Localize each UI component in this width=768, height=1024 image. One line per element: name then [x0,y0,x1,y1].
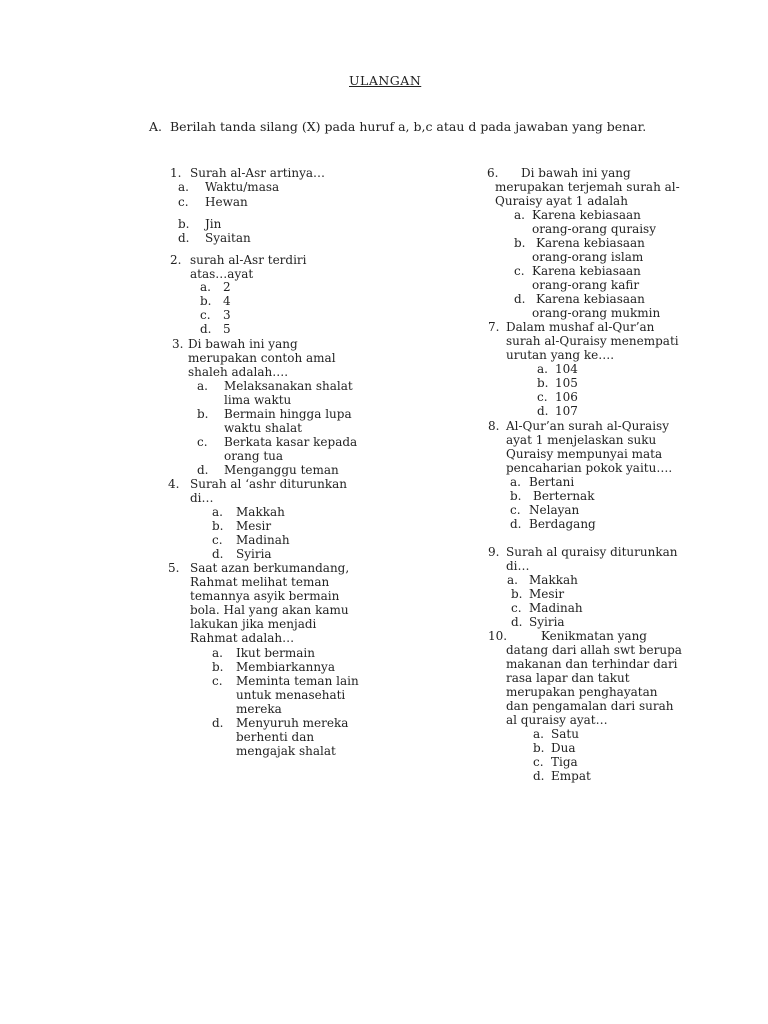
option-text: Makkah [529,573,578,587]
question-number: 9. [488,545,500,559]
option-text: Karena kebiasaan [532,208,641,222]
option-letter: c. [514,264,525,278]
option-letter: b. [533,741,545,755]
question-text: atas…ayat [190,267,254,281]
option-text: Nelayan [529,503,580,517]
question-text: Al-Qur’an surah al-Quraisy [506,419,669,433]
instruction [149,120,646,134]
question-text: Di bawah ini yang [188,337,298,351]
question-number: 4. [168,477,180,491]
question-number: 3. [172,337,184,351]
option-letter: c. [212,533,223,547]
option-text: lima waktu [224,393,292,407]
question-text: temannya asyik bermain [190,589,340,603]
option-letter: d. [537,404,549,418]
question-text: surah al-Quraisy menempati [506,334,679,348]
option-letter: b. [212,519,224,533]
question-text: shaleh adalah…. [188,365,289,379]
option-text: 105 [555,376,578,390]
question-text: Dalam mushaf al-Qur’an [506,320,655,334]
question-number: 7. [488,320,500,334]
option-letter: a. [197,379,208,393]
page-title: ULANGAN [349,73,422,88]
option-text: Madinah [236,533,290,547]
question-number: 1. [170,166,182,180]
question-text: surah al-Asr terdiri [190,253,307,267]
option-text: Tiga [551,755,578,769]
option-letter: d. [510,517,522,531]
question-text: Surah al-Asr artinya… [190,166,326,180]
question-text: di… [190,491,214,505]
option-letter: b. [178,217,190,231]
question-text: Rahmat adalah… [190,631,295,645]
question-text: rasa lapar dan takut [506,671,630,685]
option-text: Syaitan [205,231,251,245]
option-text: Membiarkannya [236,660,335,674]
option-text: Bertani [529,475,575,489]
option-text: Dua [551,741,576,755]
option-text: Bermain hingga lupa [224,407,352,421]
option-text: orang-orang mukmin [532,306,661,320]
option-text: 104 [555,362,578,376]
option-letter: d. [200,322,212,336]
option-text: Syiria [529,615,565,629]
option-letter: c. [178,195,189,209]
option-letter: d. [197,463,209,477]
question-text: Surah al ‘ashr diturunkan [190,477,348,491]
option-text: mengajak shalat [236,744,336,758]
option-text: mereka [236,702,282,716]
question-text: dan pengamalan dari surah [506,699,674,713]
option-letter: b. [197,407,209,421]
option-letter: a. [200,280,211,294]
question-text: urutan yang ke…. [506,348,615,362]
option-letter: c. [537,390,548,404]
option-text: 2 [223,280,231,294]
option-letter: c. [533,755,544,769]
option-text: Waktu/masa [205,180,280,194]
question-text: merupakan contoh amal [188,351,336,365]
option-letter: d. [178,231,190,245]
option-text: 106 [555,390,578,404]
question-text: Quraisy mempunyai mata [506,447,663,461]
question-text: Di bawah ini yang [521,166,631,180]
question-text: Kenikmatan yang [541,629,647,643]
option-letter: c. [200,308,211,322]
question-text: Rahmat melihat teman [190,575,330,589]
option-letter: b. [200,294,212,308]
option-text: Mesir [529,587,565,601]
question-text: al quraisy ayat… [506,713,608,727]
option-text: 5 [223,322,231,336]
option-letter: d. [514,292,526,306]
option-text: 4 [223,294,231,308]
option-text: Jin [205,217,222,231]
instruction-marker: A. [149,119,163,134]
option-text: Hewan [205,195,248,209]
option-text: Syiria [236,547,272,561]
option-text: Makkah [236,505,285,519]
option-letter: c. [510,503,521,517]
option-text: orang-orang quraisy [532,222,656,236]
question-text: datang dari allah swt berupa [506,643,682,657]
option-text: 107 [555,404,578,418]
option-letter: a. [212,646,223,660]
option-letter: a. [533,727,544,741]
option-letter: a. [537,362,548,376]
option-text: Berternak [533,489,595,503]
option-text: Meminta teman lain [236,674,359,688]
option-text: Mesir [236,519,272,533]
option-letter: c. [511,601,522,615]
option-text: Empat [551,769,591,783]
question-text: Saat azan berkumandang, [190,561,350,575]
option-text: Karena kebiasaan [536,236,645,250]
option-text: Menyuruh mereka [236,716,349,730]
option-text: berhenti dan [236,730,315,744]
question-text: makanan dan terhindar dari [506,657,678,671]
instruction-text: Berilah tanda silang (X) pada huruf a, b,c atau d pada jawaban yang benar. [169,119,647,134]
option-text: waktu shalat [224,421,302,435]
option-text: Menganggu teman [224,463,339,477]
option-letter: c. [197,435,208,449]
question-number: 8. [488,419,500,433]
option-letter: b. [212,660,224,674]
option-text: Berkata kasar kepada [224,435,358,449]
question-text: Surah al quraisy diturunkan [506,545,678,559]
option-letter: d. [511,615,523,629]
question-text: merupakan penghayatan [506,685,658,699]
option-letter: a. [507,573,518,587]
option-letter: b. [510,489,522,503]
option-text: Melaksanakan shalat [224,379,353,393]
question-text: ayat 1 menjelaskan suku [506,433,657,447]
option-text: untuk menasehati [236,688,346,702]
option-letter: a. [212,505,223,519]
question-text: pencaharian pokok yaitu…. [506,461,673,475]
option-letter: b. [514,236,526,250]
question-number: 5. [168,561,180,575]
option-letter: a. [178,180,189,194]
question-text: lakukan jika menjadi [190,617,317,631]
option-text: 3 [223,308,231,322]
option-text: Madinah [529,601,583,615]
option-letter: d. [212,547,224,561]
question-text: bola. Hal yang akan kamu [190,603,349,617]
option-letter: b. [511,587,523,601]
option-text: orang-orang kafir [532,278,640,292]
option-text: orang tua [224,449,284,463]
question-text: di… [506,559,530,573]
option-letter: a. [510,475,521,489]
question-number: 6. [487,166,499,180]
question-number: 10. [488,629,508,643]
option-letter: c. [212,674,223,688]
option-text: Ikut bermain [236,646,315,660]
option-text: Satu [551,727,579,741]
question-text: merupakan terjemah surah al- [495,180,680,194]
option-text: Karena kebiasaan [532,264,641,278]
question-text: Quraisy ayat 1 adalah [495,194,628,208]
option-letter: a. [514,208,525,222]
option-text: orang-orang islam [532,250,644,264]
option-letter: d. [533,769,545,783]
question-number: 2. [170,253,182,267]
option-letter: b. [537,376,549,390]
option-letter: d. [212,716,224,730]
option-text: Berdagang [529,517,596,531]
option-text: Karena kebiasaan [536,292,645,306]
